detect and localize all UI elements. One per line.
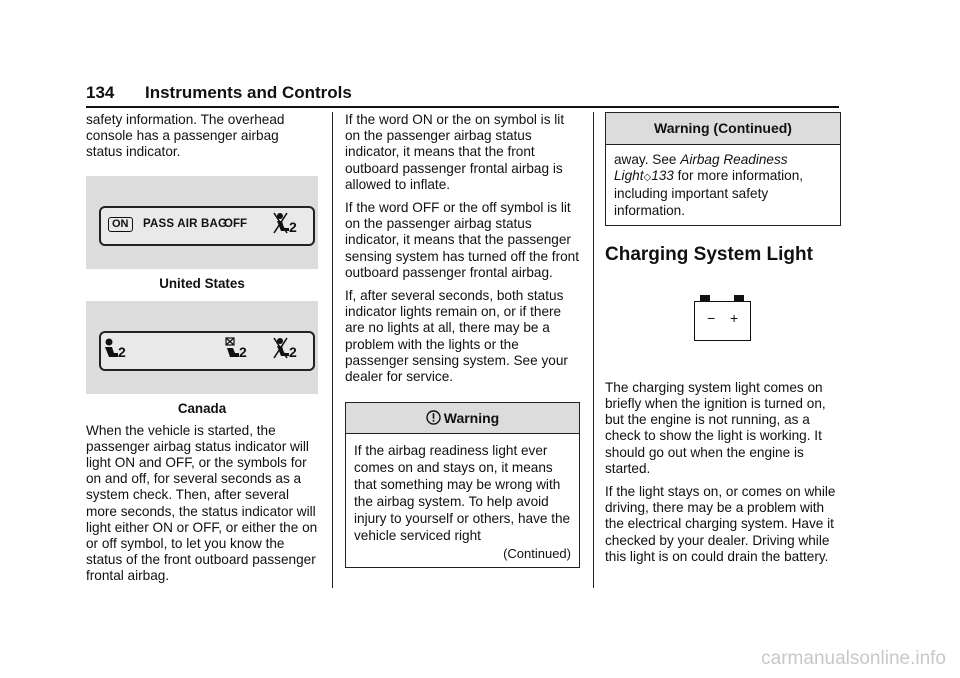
warning-header (346, 403, 579, 434)
warning-title: Warning (443, 410, 500, 427)
seat-number: 2 (289, 343, 297, 360)
warning-icon (426, 410, 441, 425)
battery-plus: + (730, 309, 739, 326)
warning-text: If the airbag readiness light ever comes on and stays on, it means that something may be wrong with the airbag system. To help avoid injury to yourself or others, have the vehicle serviced right (354, 443, 571, 544)
seat-number: 2 (118, 343, 126, 360)
page-header (86, 80, 839, 108)
section-heading: Charging System Light (605, 243, 813, 265)
battery-icon (694, 295, 752, 341)
warning-continued-body (606, 145, 840, 225)
warning-continued-box (605, 112, 841, 226)
warning-continued-header: Warning (Continued) (606, 113, 840, 145)
body-paragraph: When the vehicle is started, the passenger airbag status indicator will light ON and OFF, or the symbols for on and off, for several seconds as a system check. Then, after several more seconds, the status indicator will light either ON or OFF, or either the on or off symbol, to let you know the status of the front outboard passenger frontal airbag. (86, 422, 318, 584)
page-ref-icon: ◇ (643, 172, 652, 184)
on-label: ON (108, 217, 133, 232)
warning-box (345, 402, 580, 568)
page-number: 134 (86, 83, 115, 102)
us-indicator-figure (86, 176, 318, 269)
column-1 (86, 112, 318, 585)
warning-body (346, 434, 579, 567)
pass-air-bag-label: PASS AIR BAG (143, 217, 228, 230)
battery-body (694, 301, 751, 341)
canada-indicator-figure (86, 301, 318, 394)
charging-paragraph-2: If the light stays on, or comes on while driving, there may be a problem with the electrical charging system. Have it checked by your dealer. Driving while this light is on could drain the battery. (605, 484, 836, 564)
seat-number: 2 (289, 218, 297, 235)
battery-figure (605, 295, 841, 380)
seat-number: 2 (239, 343, 247, 360)
intro-paragraph: safety information. The overhead console has a passenger airbag status indicator. (86, 112, 285, 160)
paragraph-off: If the word OFF or the off symbol is lit on the passenger airbag status indicator, it means that the passenger sensing system has turned off the front outboard passenger frontal airbag. (345, 200, 579, 280)
column-2 (345, 112, 580, 568)
figure-caption-us: United States (159, 275, 245, 291)
continued-label: (Continued) (503, 546, 571, 562)
column-divider (593, 112, 594, 588)
column-divider (332, 112, 333, 588)
paragraph-on: If the word ON or the on symbol is lit on the passenger airbag status indicator, it means that the front outboard passenger frontal airbag is allowed to inflate. (345, 112, 565, 192)
airbag-readiness-link[interactable]: Airbag Readiness Light (614, 152, 788, 184)
figure-caption-canada: Canada (177, 400, 227, 416)
section-title: Instruments and Controls (145, 83, 352, 102)
off-label: OFF (224, 217, 247, 230)
charging-paragraph-1: The charging system light comes on briefly when the ignition is turned on, but the engine is not running, as a check to show the light is working. It should go out when the engine is started. (605, 379, 826, 476)
paragraph-both: If, after several seconds, both status indicator lights remain on, or if there are no lights at all, there may be a problem with the lights or the passenger sensing system. See your dealer for service. (345, 288, 568, 385)
page-ref[interactable]: 133 (651, 168, 674, 184)
watermark: carmanualsonline.info (761, 648, 946, 669)
column-3 (605, 112, 841, 565)
warning-continued-text: away. See Airbag Readiness Light◇133 for more information, including important safety information. (614, 152, 804, 218)
battery-minus: − (707, 309, 716, 326)
